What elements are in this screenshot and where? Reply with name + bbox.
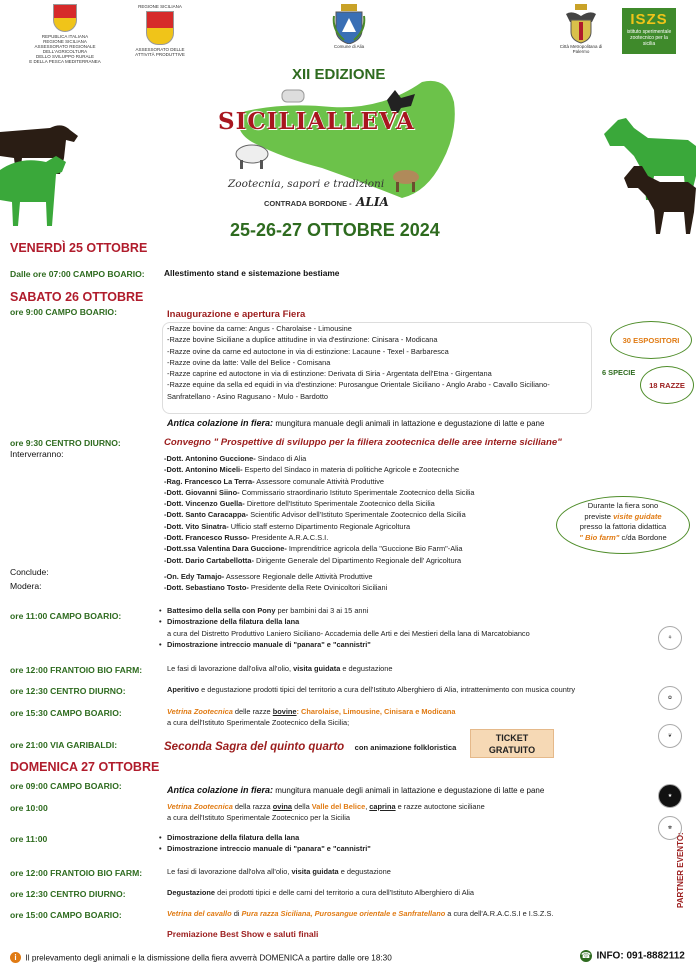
day2-s3-block [167, 605, 530, 650]
sheep-silhouette-icon [0, 150, 70, 228]
d3-bullet-1: • Dimostrazione della filatura della lana [167, 832, 371, 843]
footer-info [580, 947, 685, 965]
logo-comune-alia [326, 4, 372, 49]
day2-s4-time: ore 12:00 FRANTOIO BIO FARM: [10, 665, 143, 675]
breed-item: -Razze caprine ed autoctone in via di estinzione: Derivata di Siria - Argentata dell'Etna - Girgentana [167, 369, 492, 379]
s6-line [167, 706, 456, 717]
breed-item: -Razze bovine Siciliane a duplice attitudine in via d'estinzione: Cinisara - Modicana [167, 335, 438, 345]
intervene-label: Interverranno: [10, 449, 64, 459]
moderator-row [164, 582, 387, 593]
d3-s5-t2: dei prodotti tipici e delle carni del territorio a cura dell'Istituto Alberghiero di Alia [215, 888, 475, 897]
day3-s1-text [167, 785, 544, 796]
speaker-row [164, 453, 475, 464]
d3-s2-t2: della razza [232, 802, 273, 811]
s3-bullet-3: • Dimostrazione intreccio manuale di "panara" e "cannistri" [167, 639, 530, 650]
s5-text1: Aperitivo [167, 685, 200, 694]
logo1-line: REPUBLICA ITALIANA [41, 34, 89, 39]
speaker-role: Dirigente Generale del Dipartimento Regionale dell' Agricoltura [253, 555, 462, 565]
day1-time: Dalle ore 07:00 CAMPO BOARIO: [10, 269, 145, 279]
speaker-name: -Dott. Dario Cartabellotta- [164, 555, 254, 565]
d3-s2-t6: , [365, 802, 370, 811]
day2-s1-time: ore 9:00 CAMPO BOARIO: [10, 307, 117, 317]
moderator-role: Presidente della Rete Ovinicoltori Siciliani [248, 583, 388, 592]
d3-s2-t7: caprina [369, 802, 396, 811]
footer-notice [10, 949, 392, 967]
speaker-name: -Rag. Francesco La Terra- [164, 476, 255, 486]
day3-s7-text: Premiazione Best Show e saluti finali [167, 929, 319, 939]
d3-s2-t1: Vetrina Zootecnica [167, 802, 233, 811]
visits-line2a: previste [584, 511, 614, 521]
concludes-row [164, 571, 373, 582]
day3-s2-sub: a cura dell'Istituto Sperimentale Zootecnico per la Sicilia [167, 813, 350, 823]
badge-species [602, 368, 635, 377]
info-circle-icon: i [10, 952, 21, 963]
goat-illustration [388, 165, 424, 193]
partner-logo-icon: ★ [658, 784, 682, 808]
speaker-name: -Dott. Antonino Miceli- [164, 465, 243, 475]
d3-s2-t8: e razze autoctone siciliane [395, 802, 485, 811]
day3-s5-text [167, 887, 474, 898]
logo3-caption: Comune di Alia [333, 44, 365, 49]
phone-icon: ☎ [581, 950, 591, 960]
speaker-role: Sindaco di Alia [255, 454, 307, 463]
day3-s5-time: ore 12:30 CENTRO DIURNO: [10, 889, 126, 899]
partner-logos [658, 626, 688, 840]
sheep-illustration [232, 140, 272, 170]
event-subtitle: Zootecnia, sapori e tradizioni [228, 178, 385, 190]
speaker-row [164, 509, 475, 520]
s5-text2: e degustazione prodotti tipici del territorio a cura dell'Istituto Alberghiero di Alia, intrattenimento con musica country [199, 685, 576, 694]
breed-item: -Razze bovine da carne: Angus - Charolaise - Limousine [167, 324, 352, 333]
event-dates: 25-26-27 OTTOBRE 2024 [230, 220, 440, 240]
guided-visits-callout [556, 496, 690, 554]
speaker-row [164, 464, 475, 475]
day3-s2-block [167, 801, 485, 824]
day3-s2-time: ore 10:00 [10, 803, 48, 813]
d3-s5-t1: Degustazione [167, 888, 216, 897]
s3-b2-sub: a cura del Distretto Produttivo Laniero Siciliano- Accademia delle Arti e dei Mestieri della lana di Marcatobianco [167, 628, 530, 638]
logo1-line: ASSESSORATO REGIONALE [34, 44, 96, 49]
speaker-role: Direttore dell'Istituto Sperimentale Zootecnico della Sicilia [244, 499, 435, 509]
visits-line4b: c/da Bordone [619, 532, 667, 542]
s6-sub: a cura dell'Istituto Sperimentale Zootecnico della Sicilia; [167, 718, 350, 728]
s7-heading: Seconda Sagra del quinto quarto [164, 741, 345, 753]
d3-s2-t4: della [292, 802, 312, 811]
day2-s2-heading: Convegno " Prospettive di sviluppo per la filiera zootecnica delle aree interne siciliane" [164, 437, 562, 448]
day3-title: DOMENICA 27 OTTOBRE [10, 760, 160, 774]
s6-text1: Vetrina Zootecnica [167, 707, 233, 716]
d3-s4-t3: e degustazione [338, 867, 391, 876]
alia-crest-icon [332, 4, 366, 44]
day3-s3-block [167, 832, 371, 855]
speaker-row [164, 498, 475, 509]
event-location [264, 193, 389, 211]
concludes-role: Assessore Regionale delle Attività Produttive [224, 572, 373, 581]
day3-s4-text [167, 866, 391, 877]
s3-bullet-2: • Dimostrazione della filatura della lana [167, 616, 530, 627]
edition-label: XII EDIZIONE [292, 66, 386, 83]
badge-breeds-text: 18 RAZZE [649, 380, 685, 390]
location-name: ALIA [356, 195, 389, 209]
s6-text4: : Charolaise, Limousine, Cinisara e Modicana [296, 707, 456, 716]
speakers-list [164, 453, 475, 566]
logo1-line: E DELLA PESCA MEDITERRANEA [29, 59, 101, 64]
d3-s6-t3: Pura razza Siciliana, Purosangue orientale e Sanfratellano [241, 909, 446, 918]
ticket-line2: GRATUITO [488, 745, 536, 755]
day3-s1-desc: mungitura manuale degli animali in lattazione e degustazione di latte e pane [273, 786, 545, 795]
s3-bullet-1 [167, 605, 530, 616]
s4-text3: e degustazione [340, 664, 393, 673]
day2-s3-time: ore 11:00 CAMPO BOARIO: [10, 611, 122, 621]
day3-s4-time: ore 12:00 FRANTOIO BIO FARM: [10, 868, 143, 878]
badge-species-text: 6 SPECIE [602, 368, 636, 377]
day1-text: Allestimento stand e sistemazione bestiame [164, 268, 340, 278]
day2-s5-text [167, 684, 575, 695]
speaker-role: Commissario straordinario Istituto Sperimentale Zootecnico della Sicilia [239, 487, 475, 497]
day3-s1-time: ore 09:00 CAMPO BOARIO: [10, 781, 122, 791]
breeds-list [167, 323, 550, 402]
day3-s1-label: Antica colazione in fiera: [167, 785, 274, 795]
logo-regione-attivita [128, 4, 192, 57]
iszs-letters: ISZS [630, 11, 668, 28]
speaker-name: -Dott. Santo Caracappa- [164, 510, 249, 520]
day2-s7-time: ore 21:00 VIA GARIBALDI: [10, 740, 118, 750]
day2-s7-block [164, 737, 456, 755]
moderator-label: Modera: [10, 581, 42, 591]
breakfast-label: Antica colazione in fiera: [167, 418, 274, 428]
breakfast-text: mungitura manuale degli animali in lattazione e degustazione di latte e pane [275, 419, 545, 428]
sicily-crest-icon [146, 11, 174, 45]
ticket-badge [470, 729, 554, 758]
visits-line2 [557, 512, 689, 523]
d3-bullet-2: • Dimostrazione intreccio manuale di "panara" e "cannistri" [167, 843, 371, 854]
logo4-caption: Città Metropolitana di Palermo [559, 44, 603, 54]
eagle-crest-icon [564, 4, 598, 44]
speaker-name: -Dott. Antonino Guccione- [164, 454, 256, 463]
speaker-role: Presidente A.R.A.C.S.I. [249, 533, 329, 543]
foal-silhouette-icon [624, 160, 696, 236]
logo-regione-agricoltura [28, 4, 102, 64]
day2-s4-text [167, 663, 393, 674]
logo1-line: DELLO SVILUPPO RURALE [35, 54, 95, 59]
footer-notice-text: Il prelevamento degli animali e la dismissione della fiera avverrà DOMENICA a partire dalle ore 18:30 [25, 953, 392, 963]
speaker-role: Scientific Advisor dell'Istituto Sperimentale Zootecnico della Sicilia [248, 510, 466, 520]
iszs-caption: istituto sperimentale zootecnico per la sicilia [626, 29, 672, 47]
day2-s2-time: ore 9:30 CENTRO DIURNO: [10, 438, 121, 448]
logo-citta-metropolitana [558, 4, 604, 54]
d3-s6-t2: di [231, 909, 242, 918]
day3-s6-time: ore 15:00 CAMPO BOARIO: [10, 910, 122, 920]
partner-logo-icon: ⚘ [658, 626, 682, 650]
badge-exhibitors-text: 30 ESPOSITORI [622, 335, 680, 345]
partner-logo-icon: ✾ [658, 816, 682, 840]
day2-s5-time: ore 12:30 CENTRO DIURNO: [10, 686, 126, 696]
day2-title: SABATO 26 OTTOBRE [10, 290, 144, 304]
day2-s1-heading: Inaugurazione e apertura Fiera [167, 309, 306, 320]
breed-item: -Razze equine da sella ed equidi in via d'estinzione: Purosangue Orientale Siciliano - Anglo Arabo - Cavallo Siciliano- [167, 380, 550, 390]
day2-breakfast [167, 418, 544, 429]
s4-text2: visita guidata [293, 664, 341, 673]
breed-item: -Razze ovine da latte: Valle del Belice - Comisana [167, 357, 331, 367]
concludes-label: Conclude: [10, 567, 49, 577]
d3-s2-t3: ovina [272, 802, 293, 811]
speaker-row [164, 476, 475, 487]
partner-label: PARTNER EVENTO: [676, 832, 685, 908]
sicily-crest-icon [53, 4, 77, 32]
speaker-name: -Dott.ssa Valentina Dara Guccione- [164, 544, 287, 554]
logo2-line: REGIONE SICILIANA [138, 4, 182, 9]
logo2-line: ASSESSORATO DELLE [135, 47, 185, 52]
partner-logo-icon: ❦ [658, 724, 682, 748]
badge-exhibitors [610, 321, 692, 359]
day1-title: VENERDÌ 25 OTTOBRE [10, 241, 148, 255]
speaker-role: Assessore comunale Attività Produttive [254, 476, 385, 486]
concludes-name: -On. Edy Tamajo- [164, 572, 225, 581]
logo1-line: DELL'AGRICOLTURA [42, 49, 88, 54]
logo-iszs [622, 8, 676, 54]
s6-text3: bovine [272, 707, 297, 716]
speaker-role: Ufficio staff esterno Dipartimento Regionale Agricoltura [228, 521, 411, 531]
day3-s6-text [167, 908, 553, 919]
d3-s6-t1: Vetrina del cavallo [167, 909, 232, 918]
s3-b1: Battesimo della sella con Pony [167, 606, 276, 615]
s3-b1-rest: per bambini dai 3 ai 15 anni [275, 606, 369, 615]
day3-s3-time: ore 11:00 [10, 834, 48, 844]
speaker-row [164, 532, 475, 543]
day2-s6-block [167, 706, 456, 729]
d3-s4-t2: visita guidata [291, 867, 339, 876]
visits-line4 [557, 533, 689, 544]
moderator-name: -Dott. Sebastiano Tosto- [164, 583, 249, 592]
speaker-row [164, 543, 475, 554]
d3-s2-t5: Valle del Belice [311, 802, 366, 811]
speaker-role: Imprenditrice agricola della "Guccione Bio Farm"-Alia [286, 544, 463, 554]
s7-text: con animazione folkloristica [354, 743, 457, 752]
speaker-row [164, 555, 475, 566]
speaker-name: -Dott. Vito Sinatra- [164, 521, 229, 531]
day2-s6-time: ore 15:30 CAMPO BOARIO: [10, 708, 122, 718]
s6-text2: delle razze [232, 707, 273, 716]
ticket-line1: TICKET [495, 733, 529, 743]
day3-s2-line [167, 801, 485, 812]
speaker-row [164, 521, 475, 532]
speaker-row [164, 487, 475, 498]
footer-info-text: INFO: 091-8882112 [596, 950, 685, 962]
logo2-line: ATTIVITÀ PRODUTTIVE [135, 52, 185, 57]
speaker-role: Esperto del Sindaco in materia di politiche Agricole e Zootecniche [242, 465, 460, 475]
visits-line2b: visite guidate [613, 511, 662, 521]
speaker-name: -Dott. Giovanni Siino- [164, 487, 240, 497]
visits-line1: Durante la fiera sono [587, 501, 659, 510]
d3-s4-t1: Le fasi di lavorazione dall'olva all'olio, [167, 867, 292, 876]
event-title: SICILIALLEVA [218, 108, 415, 135]
speaker-name: -Dott. Vincenzo Guella- [164, 499, 245, 509]
badge-breeds [640, 366, 694, 404]
s4-text1: Le fasi di lavorazione dall'oliva all'olio, [167, 664, 294, 673]
visits-line3: presso la fattoria didattica [579, 522, 667, 531]
d3-s6-t4: a cura dell'A.R.A.C.S.I e I.S.Z.S. [445, 909, 554, 918]
visits-line4a: " Bio farm" [579, 532, 620, 542]
logo1-line: REGIONE SICILIANA [43, 39, 87, 44]
speaker-name: -Dott. Francesco Russo- [164, 533, 250, 543]
breed-item: Sanfratellano - Asino Ragusano - Mulo - Bardotto [167, 391, 329, 401]
partner-logo-icon: ✿ [658, 686, 682, 710]
location-prefix: CONTRADA BORDONE - [264, 199, 352, 208]
breed-item: -Razze ovine da carne ed autoctone in via di estinzione: Lacaune - Texel - Barbaresca [167, 346, 449, 356]
